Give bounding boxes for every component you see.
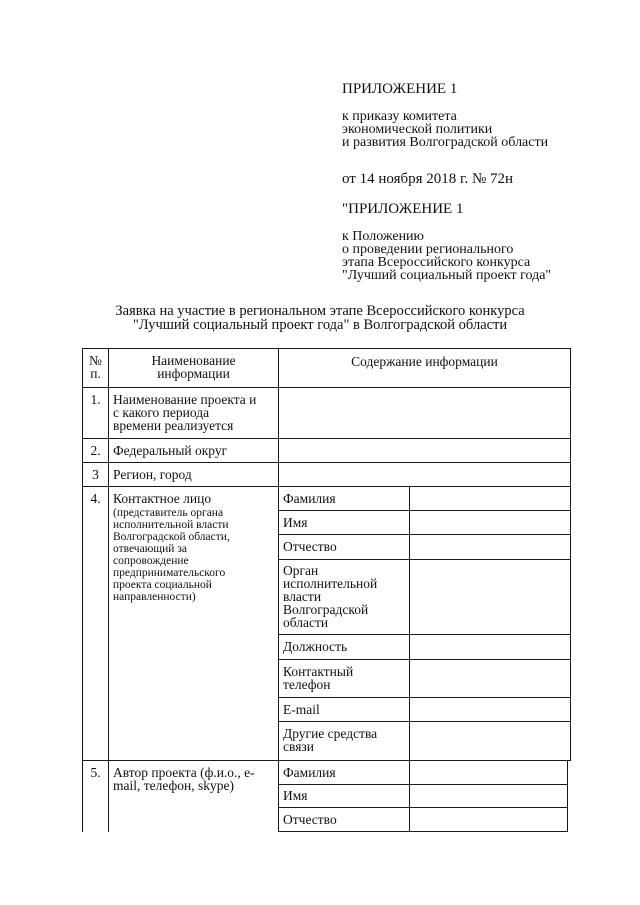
row-number: 5. [90, 765, 101, 780]
field-label-patronymic: Отчество [283, 539, 337, 554]
row-label-line: Автор проекта (ф.и.о., е- [113, 765, 255, 780]
row-label: Регион, город [113, 467, 192, 482]
row-note-line: (представитель органа [113, 507, 224, 519]
row-note-line: предпринимательского [113, 567, 226, 579]
field-label-surname: Фамилия [283, 491, 336, 506]
row-divider [82, 760, 571, 761]
row-label-line: Наименование проекта и [113, 392, 257, 407]
order-line-3: и развития Волгоградской области [342, 135, 549, 150]
field-label-line: Другие средства [283, 726, 378, 741]
row-number: 1. [90, 392, 101, 407]
header-number-line: № [89, 353, 102, 368]
row-note-line: направленности) [113, 591, 196, 603]
subrow-divider [278, 807, 568, 808]
order-line-1: к приказу комитета [342, 109, 457, 124]
field-label-email: E-mail [283, 702, 320, 717]
title-line-1: Заявка на участие в региональном этапе Всероссийского конкурса [115, 303, 525, 319]
row-divider [82, 486, 571, 487]
row-label: Федеральный округ [113, 443, 228, 458]
regulation-line-1: к Положению [342, 229, 425, 244]
row-note-line: исполнительной власти [113, 519, 229, 531]
header-number-cell [82, 354, 109, 380]
field-label-name: Имя [283, 515, 308, 530]
subrow-divider [278, 721, 571, 722]
row-divider [82, 387, 571, 388]
appendix-heading: ПРИЛОЖЕНИЕ 1 [342, 81, 458, 97]
subrow-divider [278, 697, 571, 698]
row-label: Контактное лицо [113, 491, 212, 506]
column-divider [278, 348, 279, 832]
row-label-line: с какого периода [113, 405, 210, 420]
row-note-line: Волгоградской области, [113, 531, 230, 543]
field-label-line: области [283, 615, 329, 630]
row-label-line: mail, телефон, skype) [113, 778, 234, 793]
table-border-top [82, 348, 571, 349]
header-number-line: п. [90, 366, 101, 381]
order-line-2: экономической политики [342, 122, 493, 137]
field-label-line: связи [283, 739, 314, 754]
table-border-left [82, 348, 83, 832]
row-divider [82, 462, 571, 463]
field-label-author-patronymic: Отчество [283, 812, 337, 827]
table-border-right [567, 760, 568, 832]
subrow-divider [278, 634, 571, 635]
field-label-line: Контактный [283, 664, 354, 679]
field-label-phone [283, 665, 353, 691]
row-number: 4. [90, 491, 101, 506]
row-divider [82, 438, 571, 439]
row-label-line: времени реализуется [113, 418, 234, 433]
row-number: 3 [92, 467, 99, 482]
column-divider [108, 348, 109, 832]
column-divider [409, 486, 410, 832]
table-border-right [570, 348, 571, 761]
field-label-line: Волгоградской [283, 602, 369, 617]
subrow-divider [278, 559, 571, 560]
header-name-line: Наименование [151, 353, 236, 368]
row-note [113, 507, 230, 603]
subrow-divider [278, 510, 571, 511]
field-label-author-name: Имя [283, 788, 308, 803]
order-date: от 14 ноября 2018 г. № 72н [342, 171, 514, 187]
row-note-line: проекта социальной [113, 579, 212, 591]
field-label-authority [283, 564, 377, 629]
field-label-line: Орган [283, 563, 319, 578]
subrow-divider [278, 534, 571, 535]
row-label [113, 393, 256, 432]
header-name-line: информации [157, 366, 230, 381]
field-label-position: Должность [283, 639, 348, 654]
field-label-other-contacts [283, 727, 377, 753]
row-number: 2. [90, 443, 101, 458]
subrow-divider [278, 831, 568, 832]
row-note-line: сопровождение [113, 555, 189, 567]
row-note-line: отвечающий за [113, 543, 187, 555]
field-label-line: исполнительной [283, 576, 378, 591]
title-line-2: "Лучший социальный проект года" в Волгоградской области [132, 317, 508, 333]
subrow-divider [278, 659, 571, 660]
subrow-divider [278, 784, 568, 785]
header-content-cell: Содержание информации [351, 354, 498, 369]
regulation-line-4: "Лучший социальный проект года" [342, 268, 552, 283]
regulation-line-3: этапа Всероссийского конкурса [342, 255, 531, 270]
field-label-author-surname: Фамилия [283, 765, 336, 780]
field-label-line: власти [283, 589, 322, 604]
header-name-cell [108, 354, 279, 380]
field-label-line: телефон [283, 677, 331, 692]
regulation-line-2: о проведении регионального [342, 242, 514, 257]
appendix-heading-2: "ПРИЛОЖЕНИЕ 1 [342, 201, 464, 217]
row-label [113, 766, 255, 792]
